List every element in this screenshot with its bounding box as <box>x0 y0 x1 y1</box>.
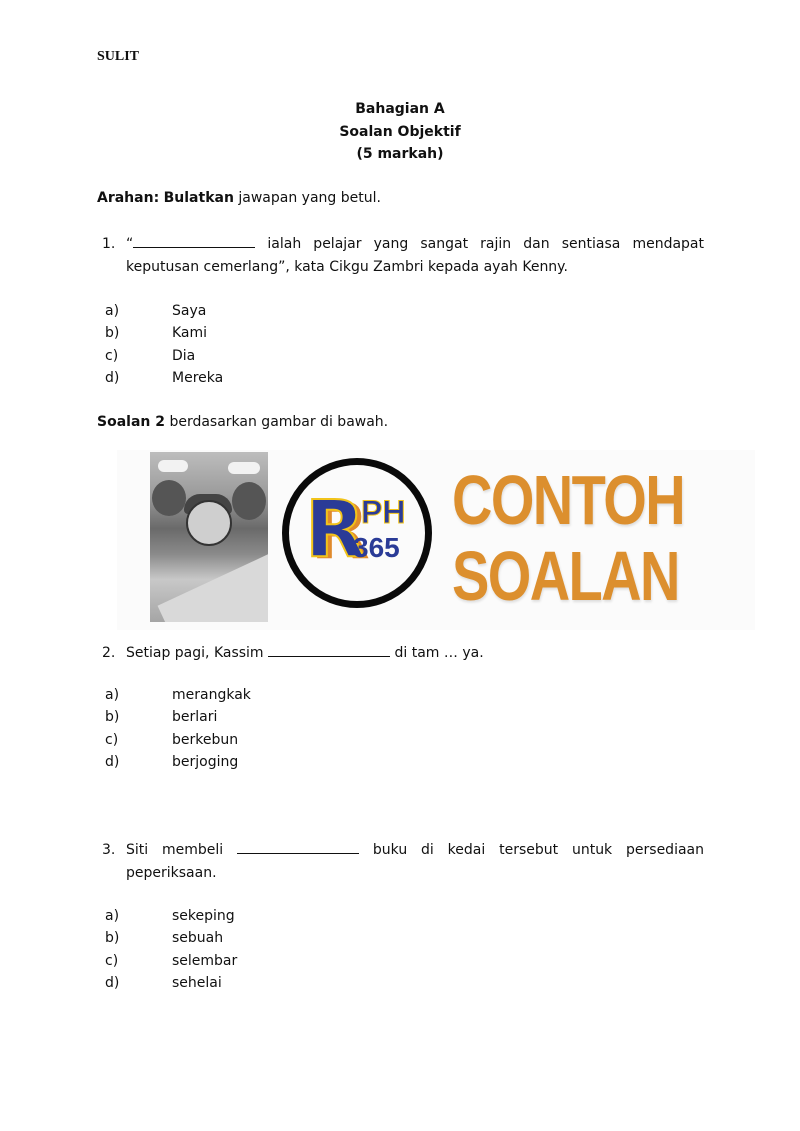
option-a[interactable]: a) Saya <box>105 303 207 319</box>
section-marks: (5 markah) <box>356 146 444 162</box>
option-a[interactable]: a) merangkak <box>105 687 251 703</box>
option-c[interactable]: c) berkebun <box>105 731 239 748</box>
answer-blank <box>268 642 390 657</box>
boy-running-illustration <box>150 452 268 622</box>
tree-icon <box>232 482 266 520</box>
instruction <box>97 190 381 206</box>
section-subtitle: Soalan Objektif <box>339 123 461 140</box>
instruction-label: Arahan: <box>97 190 160 206</box>
cloud-icon <box>228 462 260 474</box>
cloud-icon <box>158 460 188 472</box>
picture-note <box>97 414 388 430</box>
rph365-logo <box>282 458 432 608</box>
question-number: 1. <box>102 236 116 252</box>
option-b[interactable]: b) sebuah <box>105 930 224 947</box>
picture-note-bold: Soalan 2 <box>97 414 165 430</box>
question-3-options <box>105 905 237 994</box>
answer-blank <box>133 233 255 248</box>
question-text: ialah pelajar yang sangat rajin dan sentiasa mendapat keputusan cemerlang”, kata Cikgu Zambri kepada ayah Kenny. <box>126 236 704 275</box>
tree-icon <box>152 480 186 516</box>
boy-head <box>186 500 232 546</box>
sample-watermark <box>452 462 692 614</box>
section-title: Bahagian A <box>355 101 445 117</box>
question-number: 2. <box>102 645 116 661</box>
question-number: 3. <box>102 842 116 858</box>
question-2: 2. Setiap pagi, Kassim di tam … ya. <box>102 642 704 665</box>
classification-label: SULIT <box>97 49 140 64</box>
question-prefix: Setiap pagi, Kassim <box>126 645 269 661</box>
question-text: di tam <box>390 645 440 661</box>
option-c[interactable]: c) selembar <box>105 952 238 969</box>
instruction-verb: Bulatkan <box>163 190 234 206</box>
question-prefix: “ <box>126 236 134 252</box>
rph365-logo-ph: PH <box>361 494 406 530</box>
watermark-line-2: SOALAN <box>452 537 679 615</box>
option-c[interactable]: c) Dia <box>105 347 196 364</box>
picture-note-text: berdasarkan gambar di bawah. <box>169 414 389 430</box>
park-path <box>158 547 268 622</box>
section-heading <box>300 98 500 166</box>
question-text: buku di kedai tersebut untuk persediaan peperiksaan. <box>126 842 704 881</box>
question-2-options <box>105 684 251 773</box>
option-d[interactable]: d) berjoging <box>105 753 239 770</box>
question-3 <box>102 839 704 884</box>
answer-blank <box>237 839 359 854</box>
rph365-logo-r: R <box>305 485 366 575</box>
question-prefix: Siti membeli <box>126 842 238 858</box>
instruction-text: jawapan yang betul. <box>238 190 381 206</box>
option-b[interactable]: b) berlari <box>105 709 218 726</box>
option-a[interactable]: a) sekeping <box>105 908 235 924</box>
question-1-options <box>105 300 223 389</box>
option-d[interactable]: d) Mereka <box>105 369 224 386</box>
rph365-logo-365: 365 <box>353 532 400 563</box>
option-b[interactable]: b) Kami <box>105 325 208 342</box>
option-d[interactable]: d) sehelai <box>105 974 222 991</box>
question-1 <box>102 233 704 278</box>
watermark-line-1: CONTOH <box>452 461 685 539</box>
question-ending: ya. <box>462 645 484 661</box>
